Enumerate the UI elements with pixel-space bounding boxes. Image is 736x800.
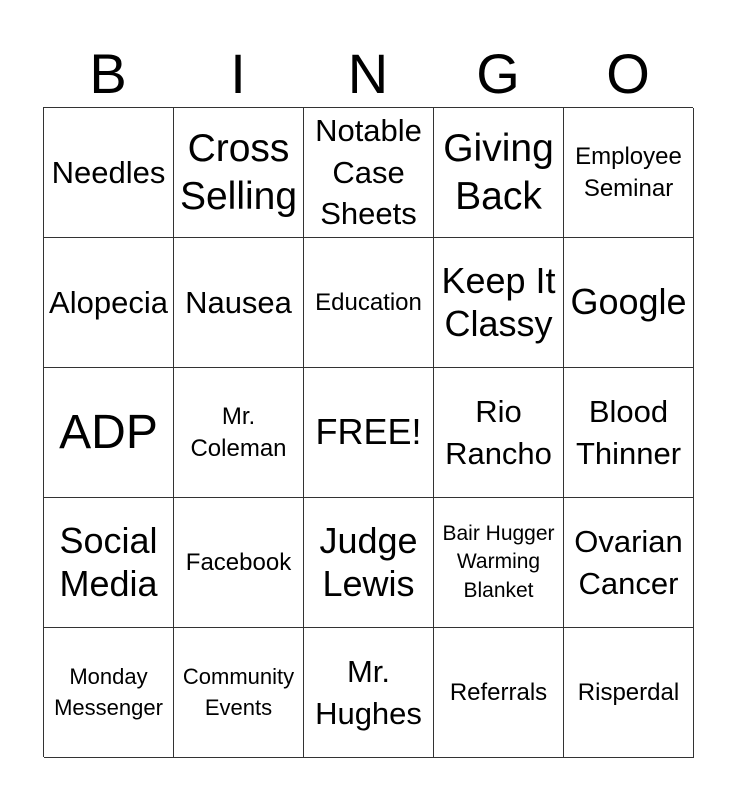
bingo-cell[interactable]: Employee Seminar <box>564 108 694 238</box>
bingo-cell[interactable]: Rio Rancho <box>434 368 564 498</box>
bingo-cell[interactable]: Risperdal <box>564 628 694 758</box>
bingo-cell free-space[interactable]: FREE! <box>304 368 434 498</box>
bingo-cell[interactable]: Monday Messenger <box>44 628 174 758</box>
bingo-board <box>43 107 693 757</box>
bingo-cell[interactable]: Education <box>304 238 434 368</box>
bingo-cell[interactable]: Needles <box>44 108 174 238</box>
header-letter-i: I <box>230 42 246 105</box>
bingo-cell[interactable]: Social Media <box>44 498 174 628</box>
bingo-cell[interactable]: Nausea <box>174 238 304 368</box>
bingo-cell[interactable]: Cross Selling <box>174 108 304 238</box>
bingo-cell[interactable]: Referrals <box>434 628 564 758</box>
bingo-cell[interactable]: Facebook <box>174 498 304 628</box>
header-letter-o: O <box>606 42 650 105</box>
bingo-cell[interactable]: Community Events <box>174 628 304 758</box>
bingo-cell[interactable]: ADP <box>44 368 174 498</box>
bingo-cell[interactable]: Giving Back <box>434 108 564 238</box>
bingo-cell[interactable]: Google <box>564 238 694 368</box>
bingo-cell[interactable]: Bair Hugger Warming Blanket <box>434 498 564 628</box>
bingo-cell[interactable]: Judge Lewis <box>304 498 434 628</box>
bingo-cell[interactable]: Blood Thinner <box>564 368 694 498</box>
bingo-cell[interactable]: Notable Case Sheets <box>304 108 434 238</box>
bingo-cell[interactable]: Mr. Coleman <box>174 368 304 498</box>
bingo-header <box>43 38 693 110</box>
bingo-cell[interactable]: Ovarian Cancer <box>564 498 694 628</box>
bingo-cell[interactable]: Keep It Classy <box>434 238 564 368</box>
header-letter-b: B <box>89 42 127 105</box>
header-letter-g: G <box>476 42 520 105</box>
bingo-cell[interactable]: Mr. Hughes <box>304 628 434 758</box>
header-letter-n: N <box>347 42 389 105</box>
bingo-cell[interactable]: Alopecia <box>44 238 174 368</box>
